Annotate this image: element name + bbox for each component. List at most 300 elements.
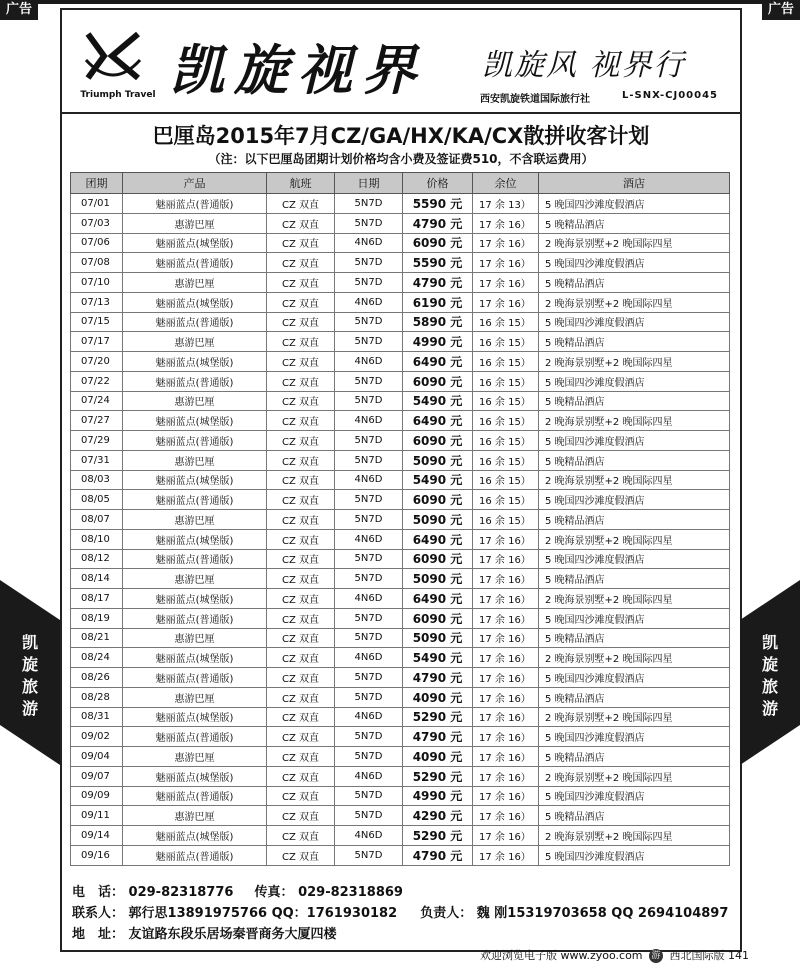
license-number: L-SNX-CJ00045 [622, 90, 718, 101]
side-badge-char: 游 [761, 699, 778, 718]
table-row [71, 194, 730, 214]
cell-duration: 5N7D [335, 806, 403, 826]
cell-price: 5290 元 [403, 707, 473, 727]
cell-date: 09/07 [71, 766, 123, 786]
contact-person: 郭行思13891975766 QQ：1761930182 [128, 906, 398, 921]
cell-date: 07/29 [71, 431, 123, 451]
cell-hotel: 5 晚国四沙滩度假酒店 [539, 431, 730, 451]
side-badge-text-left [0, 632, 60, 720]
table-row [71, 312, 730, 332]
cell-price: 4790 元 [403, 213, 473, 233]
cell-price: 6490 元 [403, 352, 473, 372]
brand-header [62, 10, 740, 114]
cell-duration: 5N7D [335, 628, 403, 648]
cell-duration: 4N6D [335, 352, 403, 372]
cell-date: 07/31 [71, 450, 123, 470]
cell-date: 07/17 [71, 332, 123, 352]
departure-table [70, 172, 730, 866]
cell-product: 惠游巴厘 [123, 687, 267, 707]
cell-product: 魅丽蓝点(普通版) [123, 549, 267, 569]
table-row [71, 707, 730, 727]
col-header-seats: 余位 [473, 173, 539, 194]
cell-product: 魅丽蓝点(普通版) [123, 727, 267, 747]
cell-duration: 5N7D [335, 668, 403, 688]
manager: 魏 刚15319703658 QQ 2694104897 [476, 906, 729, 921]
cell-product: 惠游巴厘 [123, 806, 267, 826]
side-badge-char: 游 [21, 699, 38, 718]
col-header-duration: 日期 [335, 173, 403, 194]
cell-price: 5290 元 [403, 766, 473, 786]
table-row [71, 648, 730, 668]
cell-date: 09/04 [71, 747, 123, 767]
cell-hotel: 5 晚精品酒店 [539, 391, 730, 411]
cell-flight: CZ 双直 [267, 411, 335, 431]
cell-seats: 17 余 16） [473, 549, 539, 569]
cell-seats: 16 余 15） [473, 391, 539, 411]
cell-hotel: 2 晚海景别墅+2 晚国际四星 [539, 707, 730, 727]
cell-duration: 5N7D [335, 450, 403, 470]
cell-date: 08/07 [71, 510, 123, 530]
cell-product: 魅丽蓝点(普通版) [123, 608, 267, 628]
cell-price: 5090 元 [403, 510, 473, 530]
cell-price: 6090 元 [403, 431, 473, 451]
table-row [71, 529, 730, 549]
cell-duration: 4N6D [335, 648, 403, 668]
cell-product: 惠游巴厘 [123, 628, 267, 648]
table-row [71, 766, 730, 786]
cell-duration: 5N7D [335, 312, 403, 332]
table-row [71, 845, 730, 865]
table-row [71, 253, 730, 273]
cell-price: 5290 元 [403, 826, 473, 846]
cell-product: 魅丽蓝点(城堡版) [123, 352, 267, 372]
cell-product: 魅丽蓝点(普通版) [123, 668, 267, 688]
cell-duration: 5N7D [335, 490, 403, 510]
cell-hotel: 5 晚精品酒店 [539, 510, 730, 530]
cell-hotel: 2 晚海景别墅+2 晚国际四星 [539, 470, 730, 490]
contact-block [72, 882, 728, 945]
brand-name-en: Triumph Travel [80, 90, 156, 100]
cell-hotel: 2 晚海景别墅+2 晚国际四星 [539, 826, 730, 846]
cell-seats: 16 余 15） [473, 510, 539, 530]
phone-label: 电 话： [72, 885, 125, 900]
table-row [71, 273, 730, 293]
cell-duration: 5N7D [335, 253, 403, 273]
cell-duration: 4N6D [335, 766, 403, 786]
side-badge-char: 旅 [761, 677, 778, 696]
cell-seats: 17 余 16） [473, 668, 539, 688]
plan-subtitle: （注：以下巴厘岛团期计划价格均含小费及签证费510，不含联运费用） [208, 152, 594, 166]
plan-title: 巴厘岛2015年7月CZ/GA/HX/KA/CX散拼收客计划 [152, 124, 650, 148]
cell-price: 4990 元 [403, 332, 473, 352]
page-footer [480, 947, 749, 963]
cell-flight: CZ 双直 [267, 549, 335, 569]
top-bar [0, 0, 800, 4]
cell-date: 08/10 [71, 529, 123, 549]
side-badge-right [740, 580, 800, 765]
table-row [71, 450, 730, 470]
table-row [71, 589, 730, 609]
cell-seats: 17 余 16） [473, 589, 539, 609]
cell-price: 5490 元 [403, 391, 473, 411]
cell-flight: CZ 双直 [267, 806, 335, 826]
cell-hotel: 5 晚精品酒店 [539, 687, 730, 707]
cell-flight: CZ 双直 [267, 450, 335, 470]
cell-hotel: 5 晚国四沙滩度假酒店 [539, 312, 730, 332]
cell-hotel: 5 晚国四沙滩度假酒店 [539, 490, 730, 510]
cell-hotel: 5 晚国四沙滩度假酒店 [539, 727, 730, 747]
cell-flight: CZ 双直 [267, 707, 335, 727]
cell-date: 09/14 [71, 826, 123, 846]
cell-date: 08/19 [71, 608, 123, 628]
cell-seats: 17 余 16） [473, 826, 539, 846]
cell-date: 07/24 [71, 391, 123, 411]
cell-price: 4790 元 [403, 727, 473, 747]
cell-flight: CZ 双直 [267, 747, 335, 767]
fax-number: 029-82318869 [298, 885, 403, 900]
cell-flight: CZ 双直 [267, 312, 335, 332]
cell-date: 08/28 [71, 687, 123, 707]
table-row [71, 352, 730, 372]
cell-duration: 5N7D [335, 747, 403, 767]
phone-number: 029-82318776 [128, 885, 234, 900]
cell-flight: CZ 双直 [267, 648, 335, 668]
cell-date: 09/02 [71, 727, 123, 747]
table-row [71, 470, 730, 490]
cell-hotel: 2 晚海景别墅+2 晚国际四星 [539, 529, 730, 549]
footer-text: 欢迎浏览电子版 www.zyoo.com [480, 949, 643, 962]
cell-duration: 5N7D [335, 391, 403, 411]
cell-seats: 17 余 16） [473, 253, 539, 273]
table-row [71, 786, 730, 806]
cell-seats: 17 余 16） [473, 747, 539, 767]
cell-seats: 16 余 15） [473, 431, 539, 451]
cell-hotel: 2 晚海景别墅+2 晚国际四星 [539, 766, 730, 786]
agency-name: 西安凯旋铁道国际旅行社 [480, 94, 590, 105]
cell-hotel: 5 晚精品酒店 [539, 569, 730, 589]
cell-product: 惠游巴厘 [123, 273, 267, 293]
cell-flight: CZ 双直 [267, 391, 335, 411]
cell-hotel: 5 晚国四沙滩度假酒店 [539, 549, 730, 569]
cell-price: 6490 元 [403, 529, 473, 549]
cell-hotel: 5 晚精品酒店 [539, 332, 730, 352]
cell-flight: CZ 双直 [267, 668, 335, 688]
cell-date: 07/13 [71, 292, 123, 312]
cell-product: 魅丽蓝点(普通版) [123, 845, 267, 865]
cell-seats: 17 余 16） [473, 273, 539, 293]
cell-flight: CZ 双直 [267, 727, 335, 747]
col-header-hotel: 酒店 [539, 173, 730, 194]
cell-hotel: 5 晚国四沙滩度假酒店 [539, 253, 730, 273]
cell-price: 6490 元 [403, 589, 473, 609]
cell-duration: 5N7D [335, 569, 403, 589]
cell-flight: CZ 双直 [267, 213, 335, 233]
cell-hotel: 2 晚海景别墅+2 晚国际四星 [539, 589, 730, 609]
table-row [71, 431, 730, 451]
cell-hotel: 2 晚海景别墅+2 晚国际四星 [539, 233, 730, 253]
cell-price: 5490 元 [403, 470, 473, 490]
cell-product: 魅丽蓝点(普通版) [123, 312, 267, 332]
cell-date: 07/20 [71, 352, 123, 372]
cell-flight: CZ 双直 [267, 589, 335, 609]
cell-flight: CZ 双直 [267, 687, 335, 707]
cell-product: 惠游巴厘 [123, 391, 267, 411]
cell-flight: CZ 双直 [267, 628, 335, 648]
brand-slogan: 凯旋风 视界行 [482, 48, 686, 83]
table-row [71, 549, 730, 569]
cell-price: 6190 元 [403, 292, 473, 312]
table-row [71, 806, 730, 826]
cell-date: 07/03 [71, 213, 123, 233]
cell-seats: 17 余 16） [473, 233, 539, 253]
cell-price: 5090 元 [403, 569, 473, 589]
cell-product: 魅丽蓝点(普通版) [123, 490, 267, 510]
cell-price: 5590 元 [403, 194, 473, 214]
cell-hotel: 5 晚精品酒店 [539, 628, 730, 648]
table-row [71, 608, 730, 628]
cell-hotel: 5 晚国四沙滩度假酒店 [539, 668, 730, 688]
table-row [71, 332, 730, 352]
cell-seats: 16 余 15） [473, 352, 539, 372]
cell-date: 09/09 [71, 786, 123, 806]
cell-duration: 4N6D [335, 411, 403, 431]
table-row [71, 569, 730, 589]
cell-seats: 17 余 16） [473, 687, 539, 707]
side-badge-char: 凯 [21, 633, 38, 652]
cell-duration: 5N7D [335, 194, 403, 214]
cell-seats: 17 余 16） [473, 845, 539, 865]
table-row [71, 371, 730, 391]
ad-tag-left: 广告 [0, 0, 38, 20]
cell-date: 08/24 [71, 648, 123, 668]
cell-product: 魅丽蓝点(城堡版) [123, 766, 267, 786]
cell-seats: 16 余 15） [473, 312, 539, 332]
cell-flight: CZ 双直 [267, 292, 335, 312]
cell-price: 5490 元 [403, 648, 473, 668]
table-row [71, 687, 730, 707]
side-badge-char: 旅 [21, 677, 38, 696]
cell-product: 魅丽蓝点(普通版) [123, 194, 267, 214]
cell-product: 魅丽蓝点(普通版) [123, 786, 267, 806]
cell-seats: 17 余 16） [473, 213, 539, 233]
cell-seats: 17 余 13） [473, 194, 539, 214]
table-row [71, 826, 730, 846]
side-badge-text-right [740, 632, 800, 720]
cell-seats: 16 余 15） [473, 490, 539, 510]
table-header-row [71, 173, 730, 194]
cell-seats: 17 余 16） [473, 569, 539, 589]
cell-product: 魅丽蓝点(普通版) [123, 253, 267, 273]
cell-seats: 17 余 16） [473, 707, 539, 727]
table-row [71, 233, 730, 253]
cell-price: 4090 元 [403, 747, 473, 767]
cell-product: 魅丽蓝点(城堡版) [123, 233, 267, 253]
cell-seats: 17 余 16） [473, 806, 539, 826]
cell-date: 07/08 [71, 253, 123, 273]
cell-hotel: 5 晚精品酒店 [539, 747, 730, 767]
side-badge-left [0, 580, 60, 765]
cell-flight: CZ 双直 [267, 470, 335, 490]
cell-hotel: 5 晚国四沙滩度假酒店 [539, 608, 730, 628]
cell-flight: CZ 双直 [267, 826, 335, 846]
cell-duration: 5N7D [335, 549, 403, 569]
cell-duration: 4N6D [335, 826, 403, 846]
cell-price: 6490 元 [403, 411, 473, 431]
cell-seats: 17 余 16） [473, 648, 539, 668]
cell-flight: CZ 双直 [267, 273, 335, 293]
cell-date: 08/05 [71, 490, 123, 510]
cell-seats: 17 余 16） [473, 766, 539, 786]
cell-seats: 16 余 15） [473, 371, 539, 391]
cell-duration: 5N7D [335, 332, 403, 352]
cell-flight: CZ 双直 [267, 194, 335, 214]
cell-hotel: 5 晚精品酒店 [539, 450, 730, 470]
cell-duration: 5N7D [335, 431, 403, 451]
cell-flight: CZ 双直 [267, 352, 335, 372]
cell-date: 09/11 [71, 806, 123, 826]
cell-flight: CZ 双直 [267, 608, 335, 628]
cell-hotel: 5 晚精品酒店 [539, 273, 730, 293]
cell-date: 08/31 [71, 707, 123, 727]
manager-label: 负责人： [420, 906, 473, 921]
fax-label: 传真： [254, 885, 294, 900]
cell-date: 07/15 [71, 312, 123, 332]
table-row [71, 292, 730, 312]
cell-date: 07/10 [71, 273, 123, 293]
side-badge-char: 旋 [21, 655, 38, 674]
cell-seats: 17 余 16） [473, 727, 539, 747]
cell-flight: CZ 双直 [267, 510, 335, 530]
cell-duration: 4N6D [335, 233, 403, 253]
address: 友谊路东段乐居场秦晋商务大厦四楼 [128, 927, 337, 942]
table-row [71, 213, 730, 233]
cell-seats: 17 余 16） [473, 529, 539, 549]
cell-hotel: 5 晚精品酒店 [539, 806, 730, 826]
cell-date: 08/14 [71, 569, 123, 589]
cell-flight: CZ 双直 [267, 253, 335, 273]
cell-date: 08/12 [71, 549, 123, 569]
cell-date: 07/06 [71, 233, 123, 253]
cell-duration: 5N7D [335, 273, 403, 293]
contact-line-phone [72, 882, 728, 903]
cell-product: 魅丽蓝点(城堡版) [123, 411, 267, 431]
cell-flight: CZ 双直 [267, 371, 335, 391]
contact-person-label: 联系人： [72, 906, 125, 921]
cell-date: 09/16 [71, 845, 123, 865]
cell-product: 魅丽蓝点(城堡版) [123, 292, 267, 312]
cell-duration: 5N7D [335, 371, 403, 391]
cell-hotel: 5 晚国四沙滩度假酒店 [539, 786, 730, 806]
cell-hotel: 2 晚海景别墅+2 晚国际四星 [539, 648, 730, 668]
cell-product: 魅丽蓝点(普通版) [123, 431, 267, 451]
cell-hotel: 5 晚国四沙滩度假酒店 [539, 194, 730, 214]
cell-flight: CZ 双直 [267, 332, 335, 352]
cell-seats: 16 余 15） [473, 470, 539, 490]
cell-duration: 5N7D [335, 510, 403, 530]
cell-duration: 5N7D [335, 687, 403, 707]
table-row [71, 747, 730, 767]
cell-product: 魅丽蓝点(城堡版) [123, 529, 267, 549]
cell-duration: 4N6D [335, 707, 403, 727]
cell-seats: 16 余 15） [473, 332, 539, 352]
cell-product: 惠游巴厘 [123, 332, 267, 352]
cell-product: 魅丽蓝点(城堡版) [123, 826, 267, 846]
page-number: 141 [728, 949, 750, 962]
table-row [71, 490, 730, 510]
cell-price: 4790 元 [403, 668, 473, 688]
cell-flight: CZ 双直 [267, 233, 335, 253]
cell-product: 惠游巴厘 [123, 510, 267, 530]
cell-flight: CZ 双直 [267, 766, 335, 786]
cell-date: 08/26 [71, 668, 123, 688]
cell-price: 4790 元 [403, 845, 473, 865]
cell-price: 5090 元 [403, 450, 473, 470]
cell-date: 07/22 [71, 371, 123, 391]
table-row [71, 391, 730, 411]
cell-hotel: 5 晚精品酒店 [539, 213, 730, 233]
side-badge-char: 凯 [761, 633, 778, 652]
cell-flight: CZ 双直 [267, 490, 335, 510]
cell-seats: 17 余 16） [473, 292, 539, 312]
triumph-logo-icon [82, 30, 144, 84]
cell-duration: 5N7D [335, 786, 403, 806]
cell-flight: CZ 双直 [267, 786, 335, 806]
cell-product: 惠游巴厘 [123, 450, 267, 470]
cell-duration: 4N6D [335, 470, 403, 490]
ad-tag-right: 广告 [762, 0, 800, 20]
cell-date: 08/21 [71, 628, 123, 648]
cell-price: 6090 元 [403, 608, 473, 628]
cell-price: 4090 元 [403, 687, 473, 707]
table-row [71, 668, 730, 688]
cell-seats: 17 余 16） [473, 786, 539, 806]
col-header-product: 产品 [123, 173, 267, 194]
col-header-date: 团期 [71, 173, 123, 194]
cell-hotel: 2 晚海景别墅+2 晚国际四星 [539, 411, 730, 431]
cell-product: 魅丽蓝点(城堡版) [123, 707, 267, 727]
brand-name-calligraphy: 凯旋视界 [170, 38, 426, 102]
cell-product: 惠游巴厘 [123, 569, 267, 589]
cell-product: 魅丽蓝点(城堡版) [123, 648, 267, 668]
cell-date: 07/01 [71, 194, 123, 214]
table-row [71, 727, 730, 747]
contact-line-person [72, 903, 728, 924]
address-label: 地 址： [72, 927, 125, 942]
cell-duration: 4N6D [335, 529, 403, 549]
cell-price: 5890 元 [403, 312, 473, 332]
cell-price: 4790 元 [403, 273, 473, 293]
contact-line-address [72, 924, 728, 945]
cell-price: 6090 元 [403, 371, 473, 391]
cell-product: 惠游巴厘 [123, 747, 267, 767]
cell-price: 6090 元 [403, 549, 473, 569]
cell-price: 4290 元 [403, 806, 473, 826]
cell-date: 08/17 [71, 589, 123, 609]
cell-date: 08/03 [71, 470, 123, 490]
cell-product: 惠游巴厘 [123, 213, 267, 233]
cell-product: 魅丽蓝点(城堡版) [123, 470, 267, 490]
cell-seats: 16 余 15） [473, 411, 539, 431]
col-header-flight: 航班 [267, 173, 335, 194]
cell-duration: 5N7D [335, 213, 403, 233]
side-badge-char: 旋 [761, 655, 778, 674]
table-row [71, 411, 730, 431]
cell-flight: CZ 双直 [267, 845, 335, 865]
cell-duration: 5N7D [335, 845, 403, 865]
cell-hotel: 5 晚国四沙滩度假酒店 [539, 371, 730, 391]
table-row [71, 628, 730, 648]
cell-product: 魅丽蓝点(城堡版) [123, 589, 267, 609]
